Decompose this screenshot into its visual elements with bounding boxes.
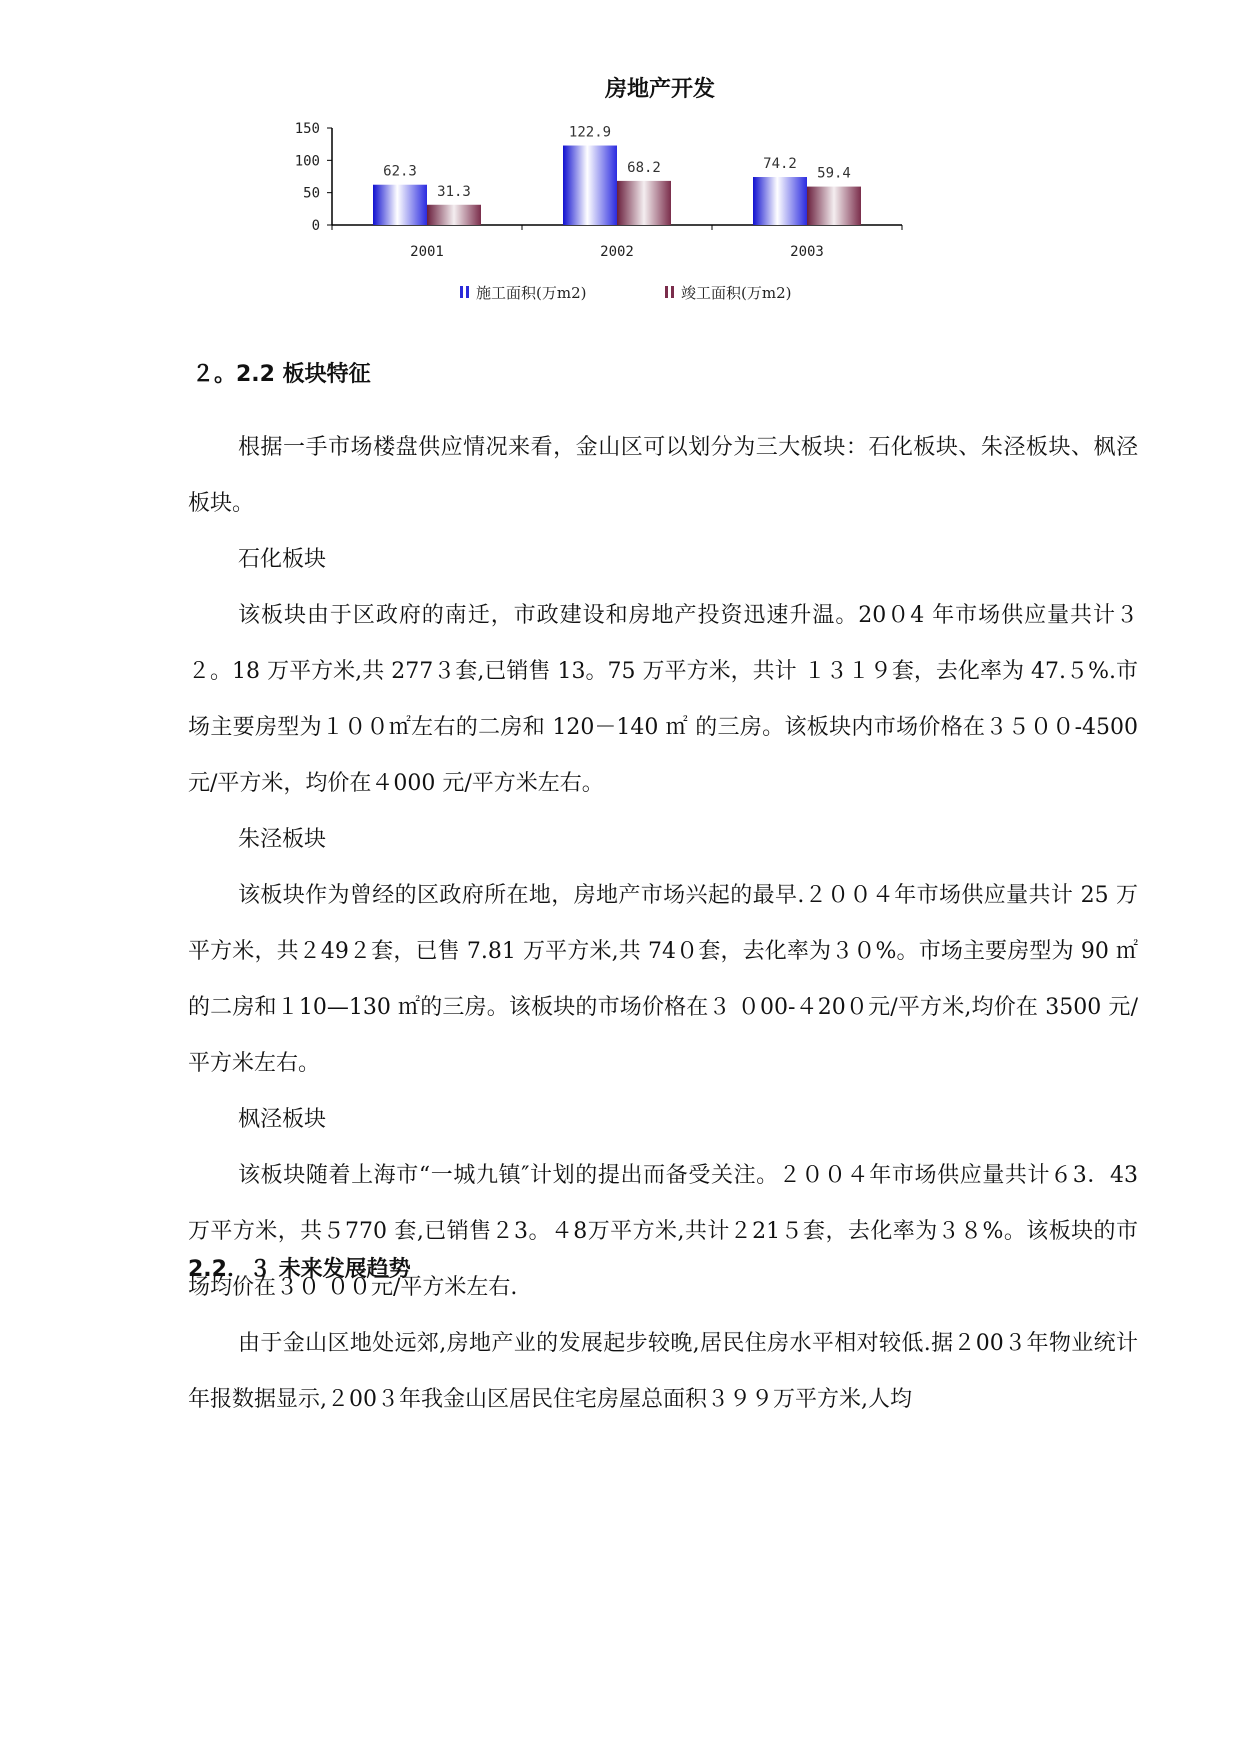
data-label: 62.3 [383, 163, 417, 180]
subheading-shihua: 石化板块 [238, 547, 327, 572]
paragraph: 根据一手市场楼盘供应情况来看，金山区可以划分为三大板块：石化板块、朱泾板块、枫泾板块。 [188, 435, 1138, 516]
data-label: 59.4 [817, 165, 851, 182]
section-body-future-trend [188, 1316, 1138, 1428]
data-label: 68.2 [627, 159, 661, 176]
y-tick-label: 0 [311, 218, 320, 234]
bar [617, 181, 671, 225]
bar [563, 146, 617, 225]
x-tick-label: 2001 [410, 244, 444, 260]
chart-title: 房地产开发 [604, 77, 715, 102]
bar-chart [290, 120, 1030, 350]
bar [373, 185, 427, 225]
data-label: 74.2 [763, 156, 797, 173]
bar [807, 187, 861, 225]
y-tick-label: 100 [294, 153, 320, 170]
legend-swatch [665, 286, 668, 298]
bar [427, 205, 481, 225]
legend-label: 施工面积(万m2) [476, 284, 587, 302]
paragraph: 由于金山区地处远郊,房地产业的发展起步较晚,居民住房水平相对较低.据２00３年物业统计年报数据显示,２00３年我金山区居民住宅房屋总面积３９９万平方米,人均 [188, 1331, 1138, 1412]
subheading-zhujing: 朱泾板块 [238, 827, 327, 852]
x-tick-label: 2002 [600, 244, 634, 260]
y-tick-label: 50 [303, 185, 320, 202]
section-heading-board-features: ２。2.2 板块特征 [192, 362, 371, 387]
subheading-fengjing: 枫泾板块 [238, 1107, 327, 1132]
paragraph: 该板块作为曾经的区政府所在地，房地产市场兴起的最早.２００４年市场供应量共计 25 万平方米，共２49２套，已售 7.81 万平方米,共 74０套，去化率为３０%。市场主要房型为 90 ㎡的二房和１10—130 ㎡的三房。该板块的市场价格在３ ０00-４20０元/平方米,均价在 3500 元/平方米左右。 [188, 883, 1138, 1076]
legend-swatch [460, 286, 463, 298]
bar [753, 177, 807, 225]
y-tick-label: 150 [294, 121, 320, 137]
paragraph: 该板块由于区政府的南迁，市政建设和房地产投资迅速升温。20０4 年市场供应量共计３２。18 万平方米,共 277３套,已销售 13。75 万平方米，共计 １３１９套，去化率为 47.５%.市场主要房型为１００㎡左右的二房和 120－140 ㎡ 的三房。该板块内市场价格在３５００-4500 元/平方米，均价在４000 元/平方米左右。 [188, 603, 1138, 796]
data-label: 122.9 [568, 124, 612, 141]
legend-swatch [671, 286, 674, 298]
section-body-board-features [188, 420, 1138, 1316]
legend-swatch [466, 286, 469, 298]
section-heading-future-trend: 2.2．３ 未来发展趋势 [188, 1257, 411, 1282]
x-tick-label: 2003 [790, 244, 824, 260]
paragraph: 该板块随着上海市“一城九镇″计划的提出而备受关注。２００４年市场供应量共计６3．43 万平方米，共５770 套,已销售２3。４8万平方米,共计２21５套，去化率为３８%。该板块的市场均价在３０ ００元/平方米左右. [188, 1163, 1138, 1300]
data-label: 31.3 [437, 183, 471, 200]
legend-label: 竣工面积(万m2) [681, 284, 792, 302]
